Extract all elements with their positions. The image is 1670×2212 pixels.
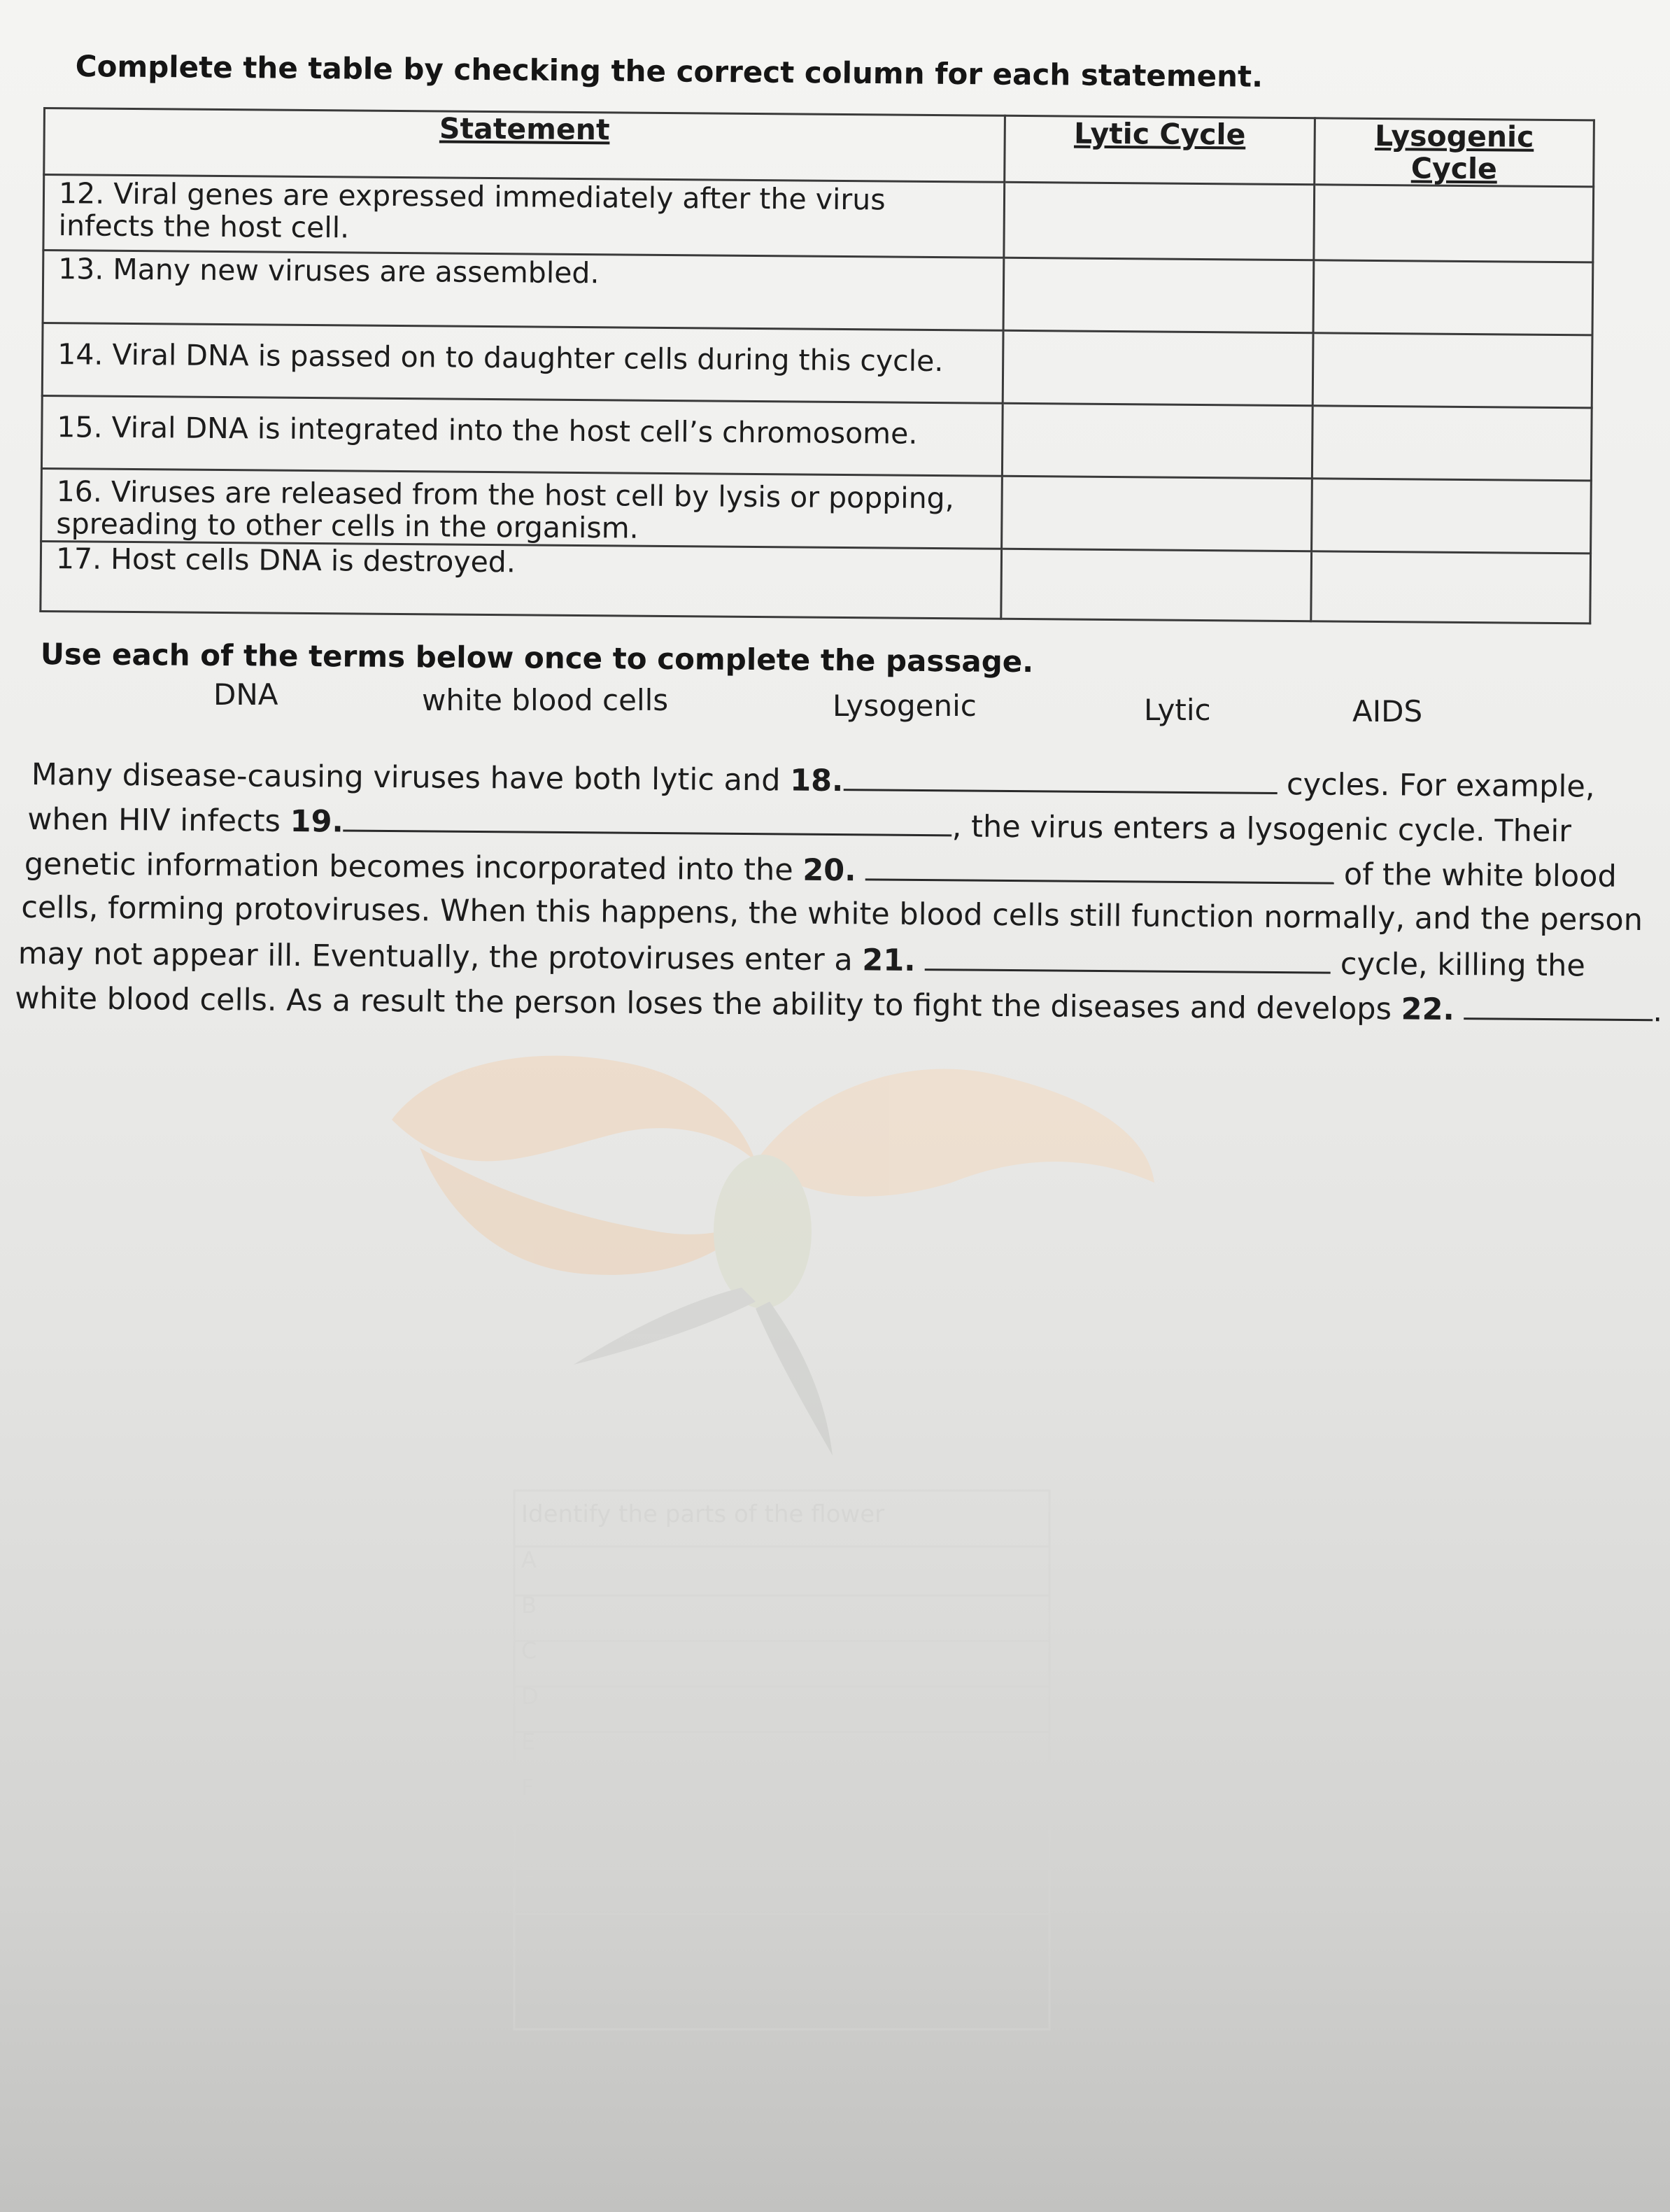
lytic-check-17[interactable] — [1001, 549, 1312, 621]
passage-line: may not appear ill. Eventually, the protoviruses enter a 21. cycle, killing the — [17, 936, 1586, 984]
blank-19[interactable] — [344, 803, 952, 837]
term-lysogenic: Lysogenic — [833, 689, 977, 723]
header-statement: Statement — [44, 108, 1005, 183]
blank-18[interactable] — [843, 762, 1277, 794]
bleed-through-letter: B — [521, 1592, 537, 1619]
lysogenic-check-12[interactable] — [1314, 185, 1594, 262]
bleed-through-letter: E — [521, 1728, 536, 1755]
lysogenic-check-15[interactable] — [1312, 406, 1592, 481]
lysogenic-check-17[interactable] — [1311, 551, 1591, 624]
table-row — [43, 175, 1594, 262]
bleed-through-letter: G — [521, 1819, 539, 1846]
passage-line: when HIV infects 19. , the virus enters a lysogenic cycle. Their — [27, 801, 1572, 850]
lytic-check-14[interactable] — [1003, 330, 1313, 405]
lysogenic-check-16[interactable] — [1312, 479, 1592, 554]
bleed-through-letter: H — [521, 1865, 539, 1892]
statement-13: 13. Many new viruses are assembled. — [43, 251, 1004, 331]
lysogenic-check-14[interactable] — [1312, 333, 1592, 408]
blank-22[interactable] — [1464, 991, 1653, 1021]
lytic-check-15[interactable] — [1002, 403, 1312, 478]
table-row — [41, 541, 1591, 623]
table-row — [43, 251, 1593, 335]
bleed-through-letter: D — [521, 1683, 539, 1710]
bleed-through-table — [514, 1491, 1049, 2029]
term-lytic: Lytic — [1144, 693, 1211, 727]
statement-15: 15. Viral DNA is integrated into the host cell’s chromosome. — [41, 395, 1003, 476]
lytic-check-12[interactable] — [1004, 182, 1315, 260]
table-header-row — [44, 108, 1594, 187]
table-row — [41, 395, 1592, 480]
table-instructions: Complete the table by checking the correct column for each statement. — [75, 49, 1264, 94]
lysogenic-check-13[interactable] — [1313, 260, 1593, 335]
statement-12: 12. Viral genes are expressed immediately after the virus infects the host cell. — [43, 175, 1005, 258]
lytic-check-16[interactable] — [1002, 476, 1312, 551]
blank-20[interactable] — [865, 852, 1334, 884]
passage-line: white blood cells. As a result the person loses the ability to fight the diseases and develops 22. . — [15, 980, 1663, 1029]
table-row — [42, 323, 1592, 408]
statement-14: 14. Viral DNA is passed on to daughter cells during this cycle. — [42, 323, 1003, 404]
term-white-blood-cells: white blood cells — [422, 683, 669, 717]
bleed-through-title: Identify the parts of the flower — [521, 1500, 885, 1528]
term-aids: AIDS — [1352, 694, 1423, 728]
bleed-through-letter: A — [521, 1547, 537, 1573]
passage-line: Many disease-causing viruses have both lytic and 18. cycles. For example, — [31, 757, 1595, 805]
passage-line: genetic information becomes incorporated into the 20. of the white blood — [24, 846, 1617, 894]
passage-instructions: Use each of the terms below once to complete the passage. — [40, 637, 1034, 679]
table-row — [41, 468, 1592, 553]
statement-16: 16. Viruses are released from the host cell by lysis or popping, spreading to other cells in the organism. — [41, 468, 1003, 549]
cycle-table — [39, 107, 1595, 624]
term-dna: DNA — [213, 677, 278, 712]
flower-drawing — [392, 1056, 1154, 1456]
passage-line: cells, forming protoviruses. When this happens, the white blood cells still function normally, and the person — [21, 889, 1643, 938]
statement-17: 17. Host cells DNA is destroyed. — [41, 541, 1002, 619]
bleed-through-letter: C — [521, 1637, 537, 1664]
header-lytic-cycle: Lytic Cycle — [1005, 115, 1315, 184]
lytic-check-13[interactable] — [1003, 258, 1314, 332]
header-lysogenic-cycle: Lysogenic Cycle — [1315, 118, 1594, 187]
bleed-through-letter: F — [521, 1774, 535, 1801]
blank-21[interactable] — [925, 942, 1331, 974]
